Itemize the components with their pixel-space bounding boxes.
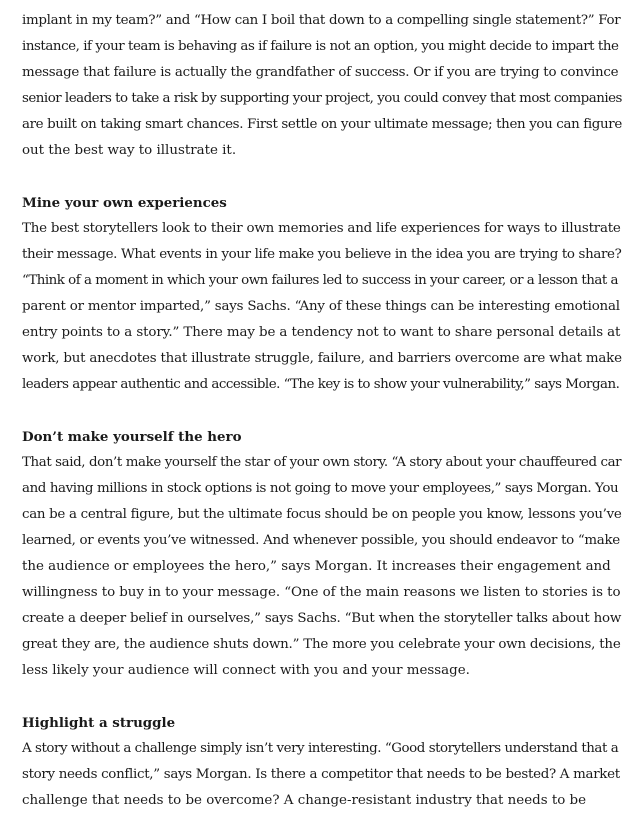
- paragraph-line: less likely your audience will connect with you and your message.: [22, 663, 470, 678]
- section-heading: Don’t make yourself the hero: [22, 429, 242, 445]
- paragraph-line: the audience or employees the hero,” says Morgan. It increases their engagement and: [22, 559, 611, 574]
- paragraph-line: A story without a challenge simply isn’t very interesting. “Good storytellers understand that a: [22, 741, 619, 756]
- paragraph-line: great they are, the audience shuts down.” The more you celebrate your own decisions, the: [22, 637, 621, 652]
- paragraph-line: learned, or events you’ve witnessed. And whenever possible, you should endeavor to “make: [22, 533, 620, 548]
- paragraph-line: willingness to buy in to your message. “One of the main reasons we listen to stories is to: [22, 585, 621, 600]
- paragraph-line: challenge that needs to be overcome? A change-resistant industry that needs to be: [22, 793, 587, 808]
- section-dont-make-yourself-the-hero: [22, 424, 622, 684]
- paragraph-spacer: [22, 164, 622, 190]
- section-mine-your-own-experiences: [22, 190, 622, 398]
- paragraph-line: are built on taking smart chances. First settle on your ultimate message; then you can figure: [22, 117, 622, 132]
- paragraph-line: senior leaders to take a risk by supporting your project, you could convey that most companies: [22, 91, 622, 106]
- document-page: [22, 8, 622, 814]
- section-heading: Highlight a struggle: [22, 715, 176, 731]
- paragraph-line: message that failure is actually the grandfather of success. Or if you are trying to convince: [22, 65, 619, 80]
- paragraph-line: That said, don’t make yourself the star of your own story. “A story about your chauffeured car: [22, 455, 622, 470]
- paragraph-line: implant in my team?” and “How can I boil that down to a compelling single statement?” For: [22, 13, 621, 28]
- paragraph-line: and having millions in stock options is not going to move your employees,” says Morgan. You: [22, 481, 619, 496]
- paragraph-line: “Think of a moment in which your own failures led to success in your career, or a lesson that a: [22, 273, 619, 288]
- paragraph-line: leaders appear authentic and accessible. “The key is to show your vulnerability,” says Morgan.: [22, 377, 620, 392]
- section-highlight-a-struggle: [22, 710, 622, 814]
- paragraph-spacer: [22, 684, 622, 710]
- paragraph-line: instance, if your team is behaving as if failure is not an option, you might decide to impart the: [22, 39, 619, 54]
- paragraph-line: out the best way to illustrate it.: [22, 143, 237, 158]
- paragraph-line: The best storytellers look to their own memories and life experiences for ways to illustrate: [22, 221, 621, 236]
- paragraph-line: entry points to a story.” There may be a tendency not to want to share personal details at: [22, 325, 621, 340]
- intro-paragraph: [22, 8, 622, 164]
- paragraph-spacer: [22, 398, 622, 424]
- paragraph-line: parent or mentor imparted,” says Sachs. “Any of these things can be interesting emotional: [22, 299, 620, 314]
- section-heading: Mine your own experiences: [22, 195, 227, 211]
- paragraph-line: work, but anecdotes that illustrate struggle, failure, and barriers overcome are what make: [22, 351, 622, 366]
- paragraph-line: story needs conflict,” says Morgan. Is there a competitor that needs to be bested? A market: [22, 767, 620, 782]
- paragraph-line: create a deeper belief in ourselves,” says Sachs. “But when the storyteller talks about how: [22, 611, 622, 626]
- paragraph-line: can be a central figure, but the ultimate focus should be on people you know, lessons you’ve: [22, 507, 622, 522]
- paragraph-line: their message. What events in your life make you believe in the idea you are trying to share?: [22, 247, 622, 262]
